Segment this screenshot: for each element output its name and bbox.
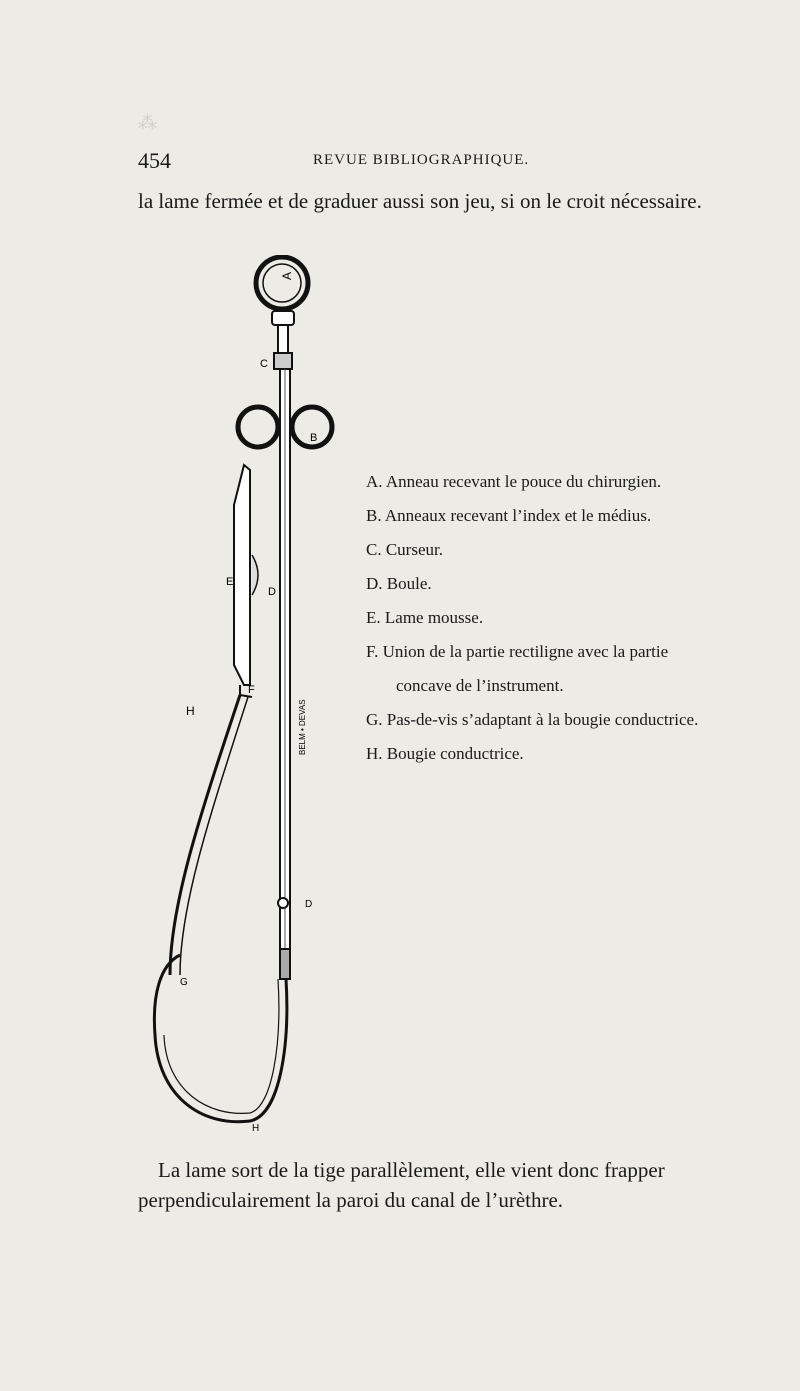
letter-a: A	[280, 271, 294, 280]
engraver-signature: BELM • DEVAS	[298, 699, 307, 755]
ring-b-left	[238, 407, 278, 447]
blade-e	[234, 465, 250, 685]
figure-legend	[366, 465, 716, 771]
legend-item: F. Union de la partie rectiligne avec la partie concave de l’instrument.	[366, 642, 669, 695]
cursor-c	[274, 353, 292, 369]
ring-a	[256, 257, 308, 309]
outro-paragraph: La lame sort de la tige parallèlement, elle vient donc frapper perpendiculairement la paroi du canal de l’urèthre.	[138, 1158, 665, 1212]
page-header	[138, 148, 710, 178]
legend-item: D. Boule.	[366, 574, 432, 593]
page-number: 454	[138, 148, 171, 173]
running-title: REVUE BIBLIOGRAPHIQUE.	[313, 152, 530, 168]
letter-c: C	[260, 358, 268, 370]
letter-f: F	[248, 684, 255, 696]
bougie-h	[154, 955, 286, 1122]
legend-item: A. Anneau recevant le pouce du chirurgien.	[366, 472, 662, 491]
legend-item: G. Pas-de-vis s’adaptant à la bougie conductrice.	[366, 710, 699, 729]
letter-g: G	[180, 977, 188, 988]
urethrotome-illustration	[140, 255, 340, 1135]
letter-b: B	[310, 432, 318, 444]
legend-item: E. Lame mousse.	[366, 608, 484, 627]
bleed-through: ⁂	[138, 113, 157, 134]
screw-g	[280, 949, 290, 979]
legend-item: H. Bougie conductrice.	[366, 744, 524, 763]
letter-h-upper: H	[186, 704, 195, 718]
letter-e: E	[226, 576, 234, 588]
legend-item: C. Curseur.	[366, 540, 443, 559]
legend-item: B. Anneaux recevant l’index et le médius.	[366, 506, 652, 525]
letter-d-lower: D	[305, 899, 313, 910]
intro-paragraph: la lame fermée et de graduer aussi son jeu, si on le croit nécessaire.	[138, 189, 702, 213]
ball-d	[278, 898, 288, 908]
letter-d: D	[268, 586, 276, 598]
letter-h-lower: H	[252, 1123, 260, 1134]
